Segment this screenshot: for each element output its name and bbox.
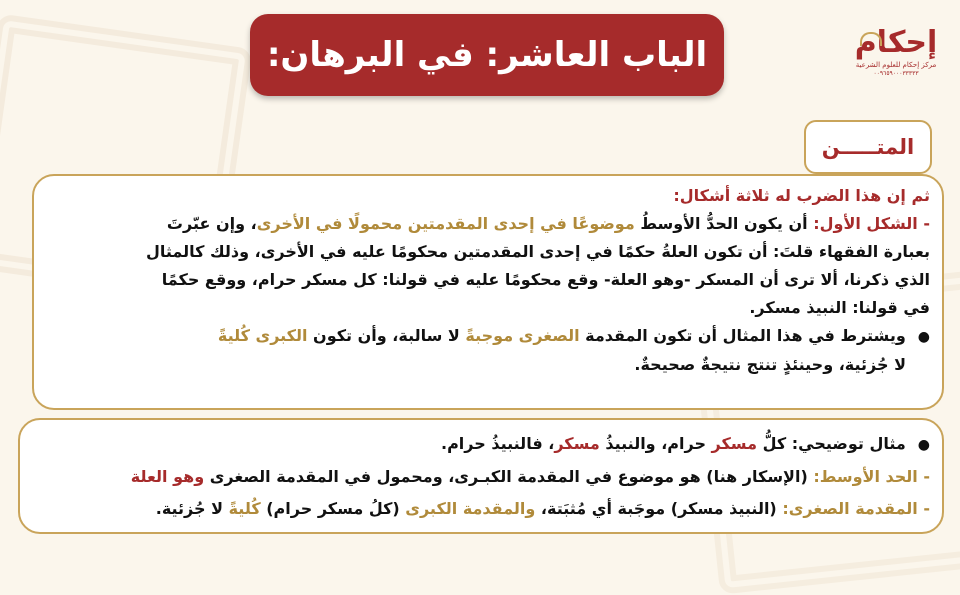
matn-line-6 [50, 322, 930, 351]
example-box [18, 418, 944, 534]
section-label: المتـــــن [821, 135, 915, 159]
example-line-2-text: (الإسكار هنا) هو موضوع في المقدمة الكبـرى، ومحمول في المقدمة الصغرى [204, 467, 808, 486]
matn-box [32, 174, 944, 410]
matn-line-2-highlight: موضوعًا في إحدى المقدمتين محمولًا في الأخرى [256, 214, 635, 233]
example-term-muskir: مسكر [711, 434, 757, 453]
matn-line-2-text: أن يكون الحدُّ الأوسطُ [634, 214, 808, 233]
minor-premise-highlight: الصغرى موجبةً [465, 326, 580, 345]
example-line-2 [32, 461, 930, 493]
matn-line-6-middle: لا سالبة، وأن تكون [307, 326, 466, 345]
example-term-muskir-2: مسكر [554, 434, 600, 453]
page-title: الباب العاشر: في البرهان: [266, 35, 708, 75]
matn-line-4: الذي ذكرنا، ألا ترى أن المسكر -وهو العلة- وقع محكومًا عليه في قولنا: كل مسكر حرام، ووقع حكمًا [161, 270, 930, 289]
example-line-2-highlight: وهو العلة [130, 467, 205, 486]
logo-subtitle: مركز إحكام للعلوم الشرعية [855, 61, 937, 69]
logo [852, 26, 940, 96]
major-premise-highlight: الكبرى كُليةً [217, 326, 308, 345]
example-line-1-middle: حرام، والنبيذُ [599, 434, 712, 453]
minor-premise-label: - المقدمة الصغرى: [776, 499, 930, 518]
middle-term-label: - الحد الأوسط: [807, 467, 930, 486]
example-line-3-text: (النبيذ مسكر) موجَبة أي مُثبَتة، [535, 499, 777, 518]
matn-line-3: بعبارة الفقهاء قلتَ: أن تكون العلةُ حكمًا في إحدى المقدمتين محكومًا عليه في الأخرى، وذلك كالمثال [145, 242, 930, 261]
example-line-1-text: مثال توضيحي: كلُّ [757, 434, 906, 453]
logo-name: إحكام [854, 25, 938, 60]
section-label-box [804, 120, 932, 174]
bullet-icon: ● [917, 329, 930, 345]
logo-number: ٠٠٩٦٥٩٠٠٠٣٣٣٣٣ [873, 70, 919, 77]
matn-line-2 [50, 210, 930, 238]
bullet-icon: ● [917, 437, 930, 453]
example-line-1 [32, 428, 930, 461]
example-line-3-quote: (كلُ مسكر حرام) [260, 499, 400, 518]
example-line-3 [32, 493, 930, 525]
matn-line-2-end: ، وإن عبّرتَ [166, 214, 257, 233]
matn-line-1: ثم إن هذا الضرب له ثلاثة أشكال: [673, 186, 930, 205]
example-line-3-end: لا جُزئية. [155, 499, 229, 518]
matn-line-7: لا جُزئية، وحينئذٍ تنتج نتيجةٌ صحيحةٌ. [634, 355, 906, 374]
title-banner [250, 14, 724, 96]
matn-line-5: في قولنا: النبيذ مسكر. [749, 298, 930, 317]
example-line-1-end: ، فالنبيذُ حرام. [441, 434, 555, 453]
major-premise-label: والمقدمة الكبرى [399, 499, 536, 518]
first-figure-label: - الشكل الأول: [807, 214, 930, 233]
matn-line-6-text: ويشترط في هذا المثال أن تكون المقدمة [579, 326, 906, 345]
universal-highlight: كُليةً [228, 499, 261, 518]
logo-arch-icon [860, 32, 882, 46]
